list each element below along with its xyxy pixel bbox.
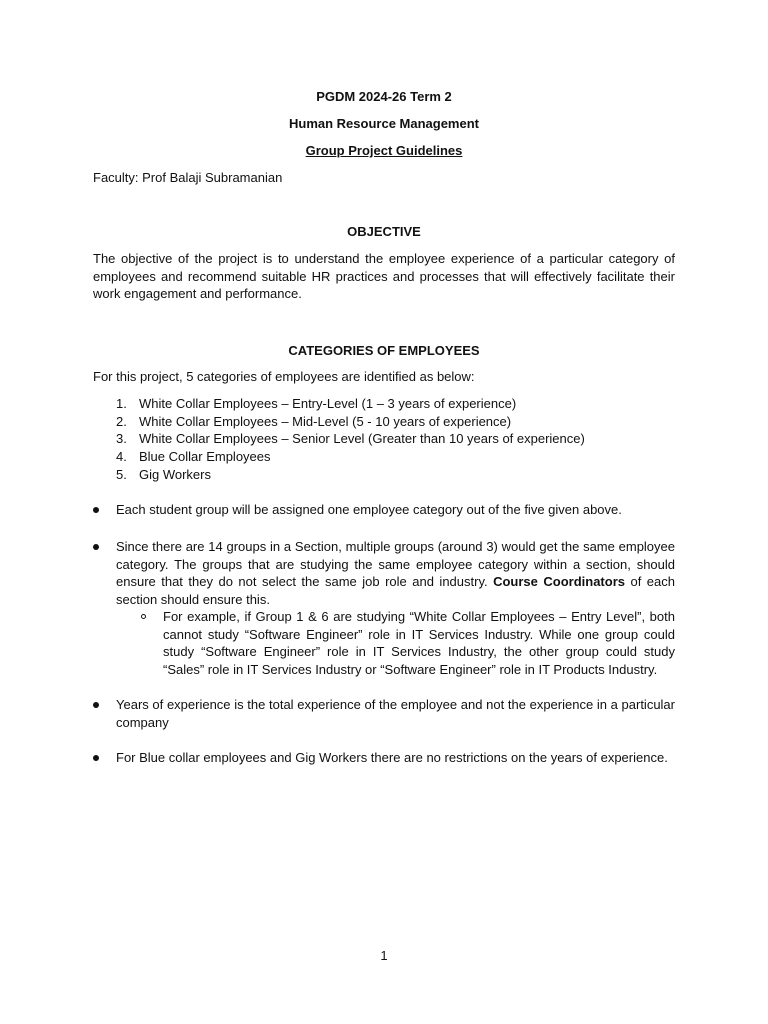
bullet-assignment: Each student group will be assigned one employee category out of the five given above. (116, 502, 622, 517)
bullet-icon (93, 702, 99, 708)
program-title: PGDM 2024-26 Term 2 (316, 89, 452, 104)
sub-bullet-icon (141, 614, 146, 619)
list-item: White Collar Employees – Mid-Level (5 - 10 years of experience) (139, 414, 512, 429)
categories-intro: For this project, 5 categories of employees are identified as below: (93, 369, 475, 384)
bullet-groups (116, 538, 675, 608)
categories-heading: CATEGORIES OF EMPLOYEES (288, 343, 480, 358)
course-coordinators-emphasis: Course Coordinators (493, 574, 625, 590)
list-item-number: 3. (116, 431, 127, 446)
list-item-number: 2. (116, 414, 127, 429)
bullet-icon (93, 755, 99, 761)
page-number: 1 (380, 948, 388, 963)
bullet-experience: Years of experience is the total experience of the employee and not the experience in a particular company (116, 697, 675, 730)
list-item: White Collar Employees – Entry-Level (1 – 3 years of experience) (139, 396, 517, 411)
bullet-groups-text-end: of each section should ensure this. (116, 574, 675, 607)
document-title: Group Project Guidelines (305, 143, 463, 158)
list-item-number: 4. (116, 449, 127, 464)
list-item: Gig Workers (139, 467, 211, 482)
sub-bullet-example: For example, if Group 1 & 6 are studying “White Collar Employees – Entry Level”, both cannot study “Software Engineer” role in IT Services Industry. While one group could study “Software Engineer” role in IT Services Industry, the other group could study “Sales” role in IT Services Industry or “Software Engineer” role in IT Products Industry. (163, 609, 675, 677)
list-item-number: 5. (116, 467, 127, 482)
list-item: Blue Collar Employees (139, 449, 271, 464)
faculty-line: Faculty: Prof Balaji Subramanian (93, 170, 283, 185)
bullet-blue-collar: For Blue collar employees and Gig Workers there are no restrictions on the years of experience. (116, 750, 668, 765)
bullet-groups-text: Since there are 14 groups in a Section, multiple groups (around 3) would get the same employee category. The groups that are studying the same employee category within a section, should ensure that they do not select the same job role and industry. (116, 539, 675, 590)
course-title: Human Resource Management (289, 116, 479, 131)
list-item-number: 1. (116, 396, 127, 411)
bullet-icon (93, 507, 99, 513)
objective-heading: OBJECTIVE (347, 224, 421, 239)
list-item: White Collar Employees – Senior Level (Greater than 10 years of experience) (139, 431, 585, 446)
bullet-icon (93, 544, 99, 550)
objective-paragraph: The objective of the project is to understand the employee experience of a particular category of employees and recommend suitable HR practices and processes that will effectively facilitate their work engagement and performance. (93, 251, 675, 302)
